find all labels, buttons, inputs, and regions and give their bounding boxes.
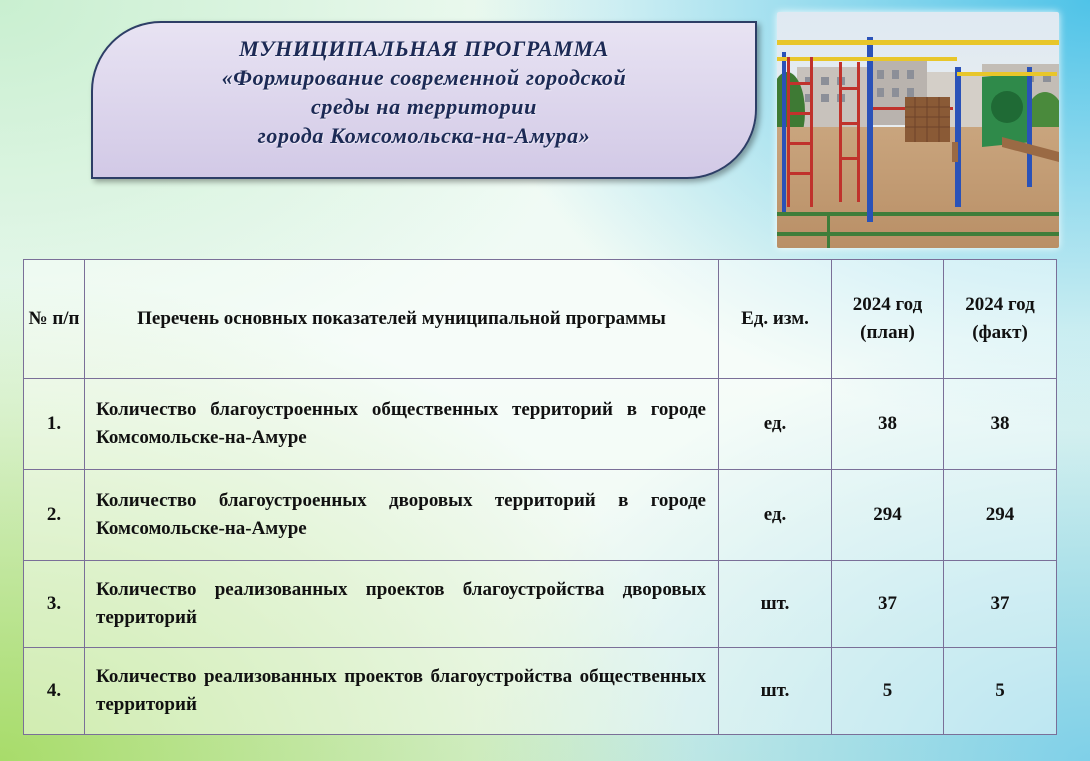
table-row — [24, 648, 1057, 735]
row-description-text: Количество благоустроенных дворовых территорий в городе Комсомольске-на-Амуре — [96, 490, 706, 539]
header-plan: 2024 год (план) — [832, 260, 944, 379]
table-row — [24, 561, 1057, 648]
table-row — [24, 470, 1057, 561]
row-plan: 37 — [832, 561, 944, 648]
row-num: 1. — [24, 379, 85, 470]
row-unit: шт. — [719, 561, 832, 648]
header-fact: 2024 год (факт) — [944, 260, 1057, 379]
row-description — [85, 379, 719, 470]
playground-photo — [777, 12, 1059, 248]
row-fact: 5 — [944, 648, 1057, 735]
title-line-4: города Комсомольска-на-Амура» — [257, 123, 591, 148]
row-plan: 294 — [832, 470, 944, 561]
header-num: № п/п — [24, 260, 85, 379]
row-fact: 38 — [944, 379, 1057, 470]
row-description-text: Количество благоустроенных общественных территорий в городе Комсомольске-на-Амуре — [96, 399, 706, 448]
row-num: 4. — [24, 648, 85, 735]
row-description — [85, 648, 719, 735]
row-unit: ед. — [719, 379, 832, 470]
playground-photo-icon — [777, 12, 1059, 248]
table-header-row — [24, 260, 1057, 379]
indicators-table — [23, 259, 1057, 735]
row-num: 2. — [24, 470, 85, 561]
row-fact: 294 — [944, 470, 1057, 561]
title-line-1: МУНИЦИПАЛЬНАЯ ПРОГРАММА — [239, 36, 609, 61]
row-description — [85, 470, 719, 561]
row-plan: 38 — [832, 379, 944, 470]
row-plan: 5 — [832, 648, 944, 735]
program-title-box — [91, 21, 757, 179]
row-description — [85, 561, 719, 648]
header-unit: Ед. изм. — [719, 260, 832, 379]
title-line-2: «Формирование современной городской — [221, 65, 627, 90]
row-unit: шт. — [719, 648, 832, 735]
row-description-text: Количество реализованных проектов благоустройства дворовых территорий — [96, 579, 706, 628]
row-unit: ед. — [719, 470, 832, 561]
row-num: 3. — [24, 561, 85, 648]
table-row — [24, 379, 1057, 470]
row-description-text: Количество реализованных проектов благоустройства общественных территорий — [96, 666, 706, 715]
title-line-3: среды на территории — [311, 94, 537, 119]
header-description: Перечень основных показателей муниципальной программы — [85, 260, 719, 379]
row-fact: 37 — [944, 561, 1057, 648]
